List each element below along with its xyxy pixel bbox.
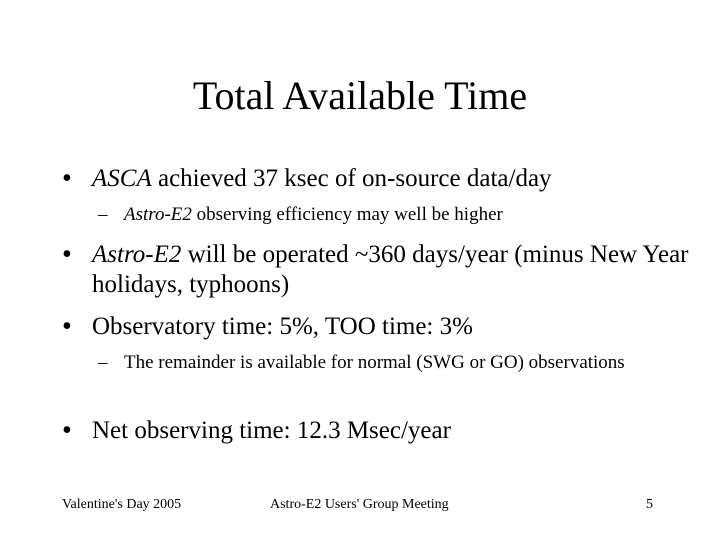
bullet-asca [62,164,702,194]
bullet-text [92,240,692,300]
sub-bullet-dash: – [98,204,108,225]
bullet-text: Net observing time: 12.3 Msec/year [92,417,451,444]
bullet-text: Observatory time: 5%, TOO time: 3% [92,313,473,340]
subbullet-remainder [98,351,698,397]
bullet-text-italic: Astro-E2 [92,241,182,268]
sub-bullet-text-italic: Astro-E2 [124,204,192,225]
bullet-dot: • [62,239,72,270]
bullet-observatory-time [62,312,702,342]
footer-date: Valentine's Day 2005 [62,497,182,512]
subbullet-efficiency [98,203,698,226]
sub-bullet-text-rest: observing efficiency may well be higher [191,204,503,225]
footer-page-number: 5 [646,497,653,512]
bullet-dot: • [62,311,72,342]
footer-meeting: Astro-E2 Users' Group Meeting [270,497,449,512]
bullet-dot: • [62,415,72,446]
bullet-text-rest: achieved 37 ksec of on-source data/day [151,165,552,192]
bullet-net-time [62,416,702,446]
sub-bullet-text [124,203,664,226]
sub-bullet-dash: – [98,352,108,373]
bullet-dot: • [62,163,72,194]
bullet-operation-days [62,240,702,300]
sub-bullet-text: The remainder is available for normal (SWG or GO) observations [124,352,625,373]
bullet-text-italic: ASCA [92,165,152,192]
bullet-text [92,164,692,194]
bullet-text-rest: will be operated ~360 days/year (minus New Year holidays, typhoons) [92,241,689,298]
slide-title: Total Available Time [192,73,528,118]
